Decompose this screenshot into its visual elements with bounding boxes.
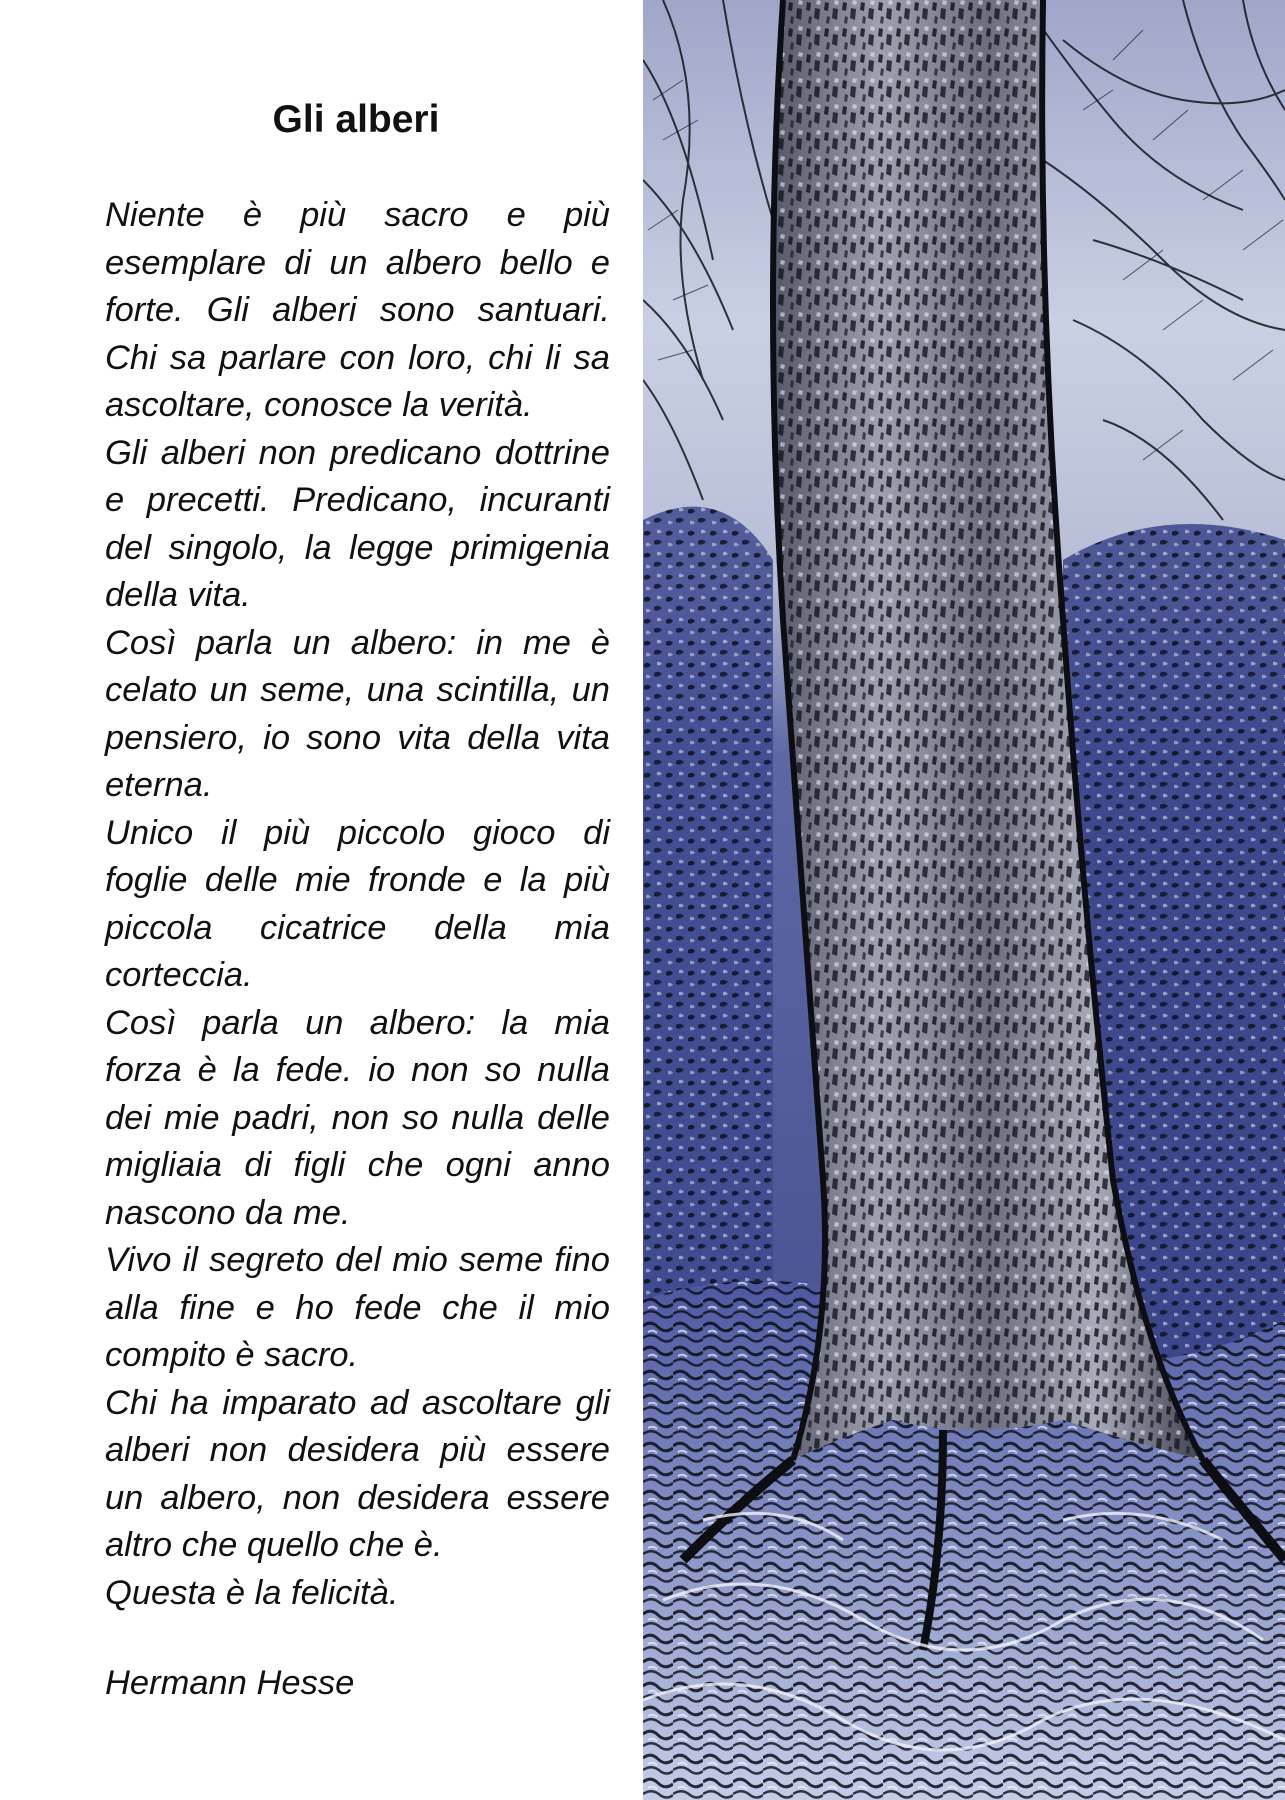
tree-trunk-illustration — [643, 0, 1285, 1800]
poem-author: Hermann Hesse — [105, 1664, 355, 1702]
poem-paragraph: Così parla un albero: la mia forza è la fede. io non so nulla dei mie padri, non so nulla delle migliaia di figli che ogni anno nascono da me. — [105, 1003, 610, 1232]
tree-trunk-artwork — [643, 0, 1285, 1800]
poem-paragraph: Chi ha imparato ad ascoltare gli alberi non desidera più essere un albero, non desidera essere altro che quello che è. — [105, 1383, 610, 1564]
poem-paragraph: Gli alberi non predicano dottrine e precetti. Predicano, incuranti del singolo, la legge primigenia della vita. — [105, 433, 610, 614]
poem-paragraph: Unico il più piccolo gioco di foglie delle mie fronde e la più piccola cicatrice della mia corteccia. — [105, 813, 610, 994]
poem-paragraph: Vivo il segreto del mio seme fino alla fine e ho fede che il mio compito è sacro. — [105, 1241, 610, 1374]
poem-body — [105, 192, 610, 1617]
poem-paragraph: Così parla un albero: in me è celato un seme, una scintilla, un pensiero, io sono vita della vita eterna. — [105, 623, 610, 804]
poem-paragraph: Niente è più sacro e più esemplare di un albero bello e forte. Gli alberi sono santuari. Chi sa parlare con loro, chi li sa ascoltare, conosce la verità. — [105, 196, 610, 424]
poem-paragraph: Questa è la felicità. — [105, 1573, 399, 1612]
poem-title: Gli alberi — [272, 98, 440, 141]
